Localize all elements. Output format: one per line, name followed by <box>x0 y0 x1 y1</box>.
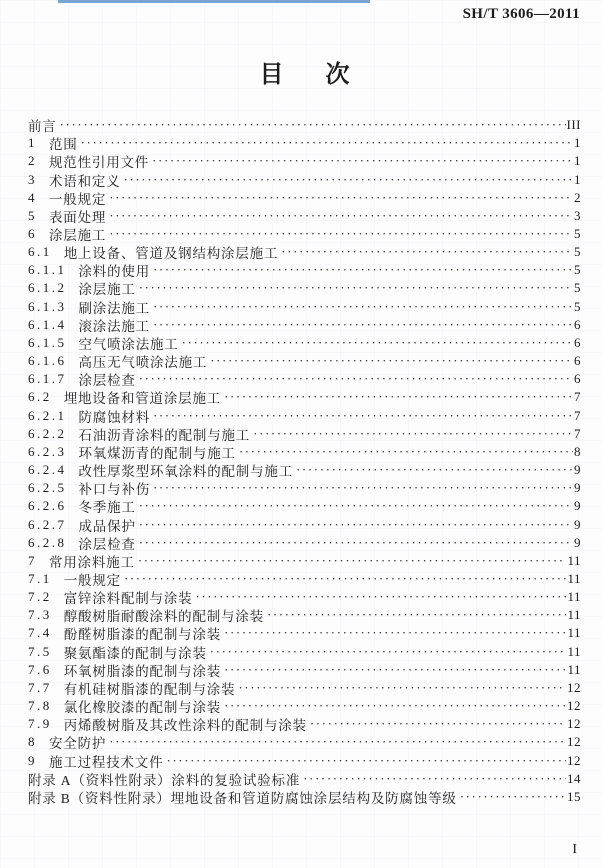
toc-entry-number: 9 <box>28 752 37 768</box>
toc-dot-leader <box>195 589 566 605</box>
toc-entry-label: 丙烯酸树脂及其改性涂料的配制与涂装 <box>63 718 307 734</box>
toc-entry-label: 石油沥青涂料的配制与施工 <box>78 427 251 443</box>
toc-entry-page: 5 <box>574 298 581 314</box>
toc-entry-label: 聚氨酯漆的配制与涂装 <box>63 645 207 661</box>
toc-entry <box>28 733 581 751</box>
page-title <box>28 54 581 89</box>
toc-dot-leader <box>253 426 573 442</box>
toc-entry <box>28 316 581 334</box>
toc-entry-number: 4 <box>28 189 37 205</box>
toc-entry <box>28 388 581 406</box>
toc-entry-label: 有机硅树脂漆的配制与涂装 <box>63 681 236 697</box>
toc-entry-page: 5 <box>574 244 581 260</box>
toc-entry-label: 附录 A（资料性附录）涂料的复验试验标准 <box>28 772 301 788</box>
toc-entry <box>28 352 581 370</box>
toc-entry-label: 氯化橡胶漆的配制与涂装 <box>63 700 222 716</box>
toc-entry-page: 11 <box>567 661 581 677</box>
toc-entry-label: 酚醛树脂漆的配制与涂装 <box>63 627 222 643</box>
toc-entry-label: 表面处理 <box>49 209 107 225</box>
doc-code: SH/T 3606—2011 <box>462 6 580 22</box>
toc-entry-number: 7.9 <box>28 716 52 732</box>
toc-entry-label: 涂层检查 <box>78 373 136 389</box>
toc-entry-page: 6 <box>574 353 581 369</box>
toc-entry-page: 7 <box>574 389 581 405</box>
toc-dot-leader <box>81 135 573 151</box>
toc-entry-page: 11 <box>567 607 581 623</box>
toc-entry <box>28 334 581 352</box>
toc-entry-number: 6.1.7 <box>28 371 67 387</box>
toc-entry-page: 9 <box>574 534 581 550</box>
toc-entry-number: 8 <box>28 734 37 750</box>
toc-entry-page: 6 <box>574 371 581 387</box>
toc-dot-leader <box>109 208 573 224</box>
toc-entry-label: 成品保护 <box>78 518 136 534</box>
toc-dot-leader <box>153 262 573 278</box>
toc-entry-label: 埋地设备和管道涂层施工 <box>63 391 222 407</box>
toc-entry-page: 12 <box>567 716 581 732</box>
toc-dot-leader <box>139 517 573 533</box>
toc-entry-number: 6.2 <box>28 389 52 405</box>
toc-dot-leader <box>124 172 574 188</box>
toc-entry-number: 6.1.6 <box>28 353 67 369</box>
toc-dot-leader <box>109 734 566 750</box>
toc-entry-number: 6.2.1 <box>28 407 67 423</box>
toc-entry <box>28 207 581 225</box>
toc-entry-number: 6.2.2 <box>28 425 67 441</box>
toc-entry-page: 7 <box>574 407 581 423</box>
toc-entry-number: 6.2.5 <box>28 480 67 496</box>
toc-entry-label: 补口与补伤 <box>78 482 150 498</box>
toc-entry-page: 1 <box>574 153 581 169</box>
toc-entry <box>28 116 581 134</box>
toc-entry <box>28 479 581 497</box>
toc-entry <box>28 788 581 806</box>
toc-entry-page: 3 <box>574 207 581 223</box>
toc-entry-page: 5 <box>574 262 581 278</box>
toc-dot-leader <box>60 117 566 133</box>
page-title-char-first: 目 <box>259 62 284 88</box>
toc-entry <box>28 697 581 715</box>
toc-entry-number: 6.2.6 <box>28 498 67 514</box>
toc-entry <box>28 461 581 479</box>
toc-entry-label: 常用涂料施工 <box>49 554 135 570</box>
toc-dot-leader <box>153 408 573 424</box>
toc-entry-number: 6.2.7 <box>28 516 67 532</box>
toc-dot-leader <box>153 317 573 333</box>
toc-entry-number: 7.2 <box>28 589 52 605</box>
toc-entry <box>28 370 581 388</box>
toc-dot-leader <box>139 498 573 514</box>
toc-entry-page: 15 <box>567 788 581 804</box>
toc-entry-page: 11 <box>567 552 581 568</box>
toc-entry-page: 1 <box>574 135 581 151</box>
toc-entry-page: 12 <box>567 698 581 714</box>
toc-entry-page: 12 <box>567 752 581 768</box>
toc-dot-leader <box>224 662 566 678</box>
toc-entry-label: 涂料的使用 <box>78 264 150 280</box>
toc-entry-label: 环氧树脂漆的配制与涂装 <box>63 663 222 679</box>
toc-entry-label: 空气喷涂法施工 <box>78 336 179 352</box>
toc-entry-page: 9 <box>574 516 581 532</box>
toc-entry <box>28 152 581 170</box>
toc-entry-number: 6 <box>28 226 37 242</box>
toc-entry-label: 范围 <box>49 137 78 153</box>
toc-entry-label: 一般规定 <box>49 191 107 207</box>
toc-entry-label: 规范性引用文件 <box>49 155 150 171</box>
toc-entry <box>28 534 581 552</box>
toc-entry-page: 2 <box>574 189 581 205</box>
toc-entry-label: 刷涂法施工 <box>78 300 150 316</box>
toc-dot-leader <box>224 389 573 405</box>
toc-dot-leader <box>460 789 566 805</box>
toc-dot-leader <box>224 698 566 714</box>
toc-entry <box>28 570 581 588</box>
toc-entry <box>28 515 581 533</box>
toc-entry-number: 2 <box>28 153 37 169</box>
toc-dot-leader <box>152 153 573 169</box>
toc-entry <box>28 770 581 788</box>
toc-entry-number: 7.6 <box>28 661 52 677</box>
toc-entry <box>28 261 581 279</box>
toc-entry-number: 7.3 <box>28 607 52 623</box>
toc-entry-label: 一般规定 <box>63 572 121 588</box>
toc-entry-number: 7 <box>28 552 37 568</box>
toc-entry-label: 前言 <box>28 119 57 135</box>
toc-entry <box>28 624 581 642</box>
toc-dot-leader <box>139 535 573 551</box>
toc-entry-number: 7.8 <box>28 698 52 714</box>
toc-dot-leader <box>153 299 573 315</box>
toc-entry-page: 11 <box>567 589 581 605</box>
toc-entry-page: 1 <box>574 171 581 187</box>
toc-entry-page: 11 <box>567 570 581 586</box>
toc-dot-leader <box>281 244 573 260</box>
toc-entry-label: 高压无气喷涂法施工 <box>78 355 208 371</box>
toc-dot-leader <box>138 553 567 569</box>
toc-entry-page: 6 <box>574 316 581 332</box>
toc-entry-page: III <box>566 117 581 133</box>
toc-dot-leader <box>296 462 573 478</box>
toc-dot-leader <box>310 716 566 732</box>
toc-entry-page: 9 <box>574 480 581 496</box>
toc-entry-number: 6.1.3 <box>28 298 67 314</box>
page-title-char-second: 次 <box>325 62 350 88</box>
toc-entry <box>28 298 581 316</box>
toc-entry-number: 7.1 <box>28 570 52 586</box>
toc-entry <box>28 407 581 425</box>
toc-entry-label: 术语和定义 <box>49 173 121 189</box>
toc-dot-leader <box>238 680 566 696</box>
toc-entry-page: 6 <box>574 334 581 350</box>
toc-entry-number: 6.1.2 <box>28 280 67 296</box>
toc-entry-page: 5 <box>574 280 581 296</box>
toc-entry-page: 8 <box>574 443 581 459</box>
toc-entry-number: 6.1 <box>28 244 52 260</box>
toc-entry <box>28 189 581 207</box>
toc-entry <box>28 243 581 261</box>
toc-entry <box>28 497 581 515</box>
toc-entry <box>28 552 581 570</box>
toc-entry-page: 12 <box>567 734 581 750</box>
toc-entry <box>28 679 581 697</box>
toc-entry-number: 7.5 <box>28 643 52 659</box>
toc-dot-leader <box>303 771 566 787</box>
toc-entry <box>28 751 581 769</box>
toc-entry-label: 环氧煤沥青的配制与施工 <box>78 445 236 461</box>
toc-entry <box>28 134 581 152</box>
toc-entry <box>28 170 581 188</box>
toc-entry-number: 6.2.3 <box>28 443 67 459</box>
toc-entry-label: 安全防护 <box>49 736 107 752</box>
toc-entry-label: 附录 B（资料性附录）埋地设备和管道防腐蚀涂层结构及防腐蚀等级 <box>28 790 457 806</box>
footer-page-number: I <box>572 842 577 857</box>
toc-entry-label: 防腐蚀材料 <box>78 409 150 425</box>
toc-entry-number: 6.1.4 <box>28 316 67 332</box>
toc-dot-leader <box>109 226 573 242</box>
toc-entry-page: 11 <box>567 643 581 659</box>
toc-entry-page: 14 <box>567 770 581 786</box>
scan-artifact-top-line <box>58 0 370 3</box>
toc-entry-number: 7.7 <box>28 679 52 695</box>
toc-entry-label: 醇酸树脂耐酸涂料的配制与涂装 <box>63 609 264 625</box>
toc-entry-number: 1 <box>28 135 37 151</box>
toc-dot-leader <box>109 190 573 206</box>
toc-entry-page: 11 <box>567 625 581 641</box>
toc-dot-leader <box>124 571 567 587</box>
toc-entry-label: 富锌涂料配制与涂装 <box>63 591 193 607</box>
toc-entry <box>28 606 581 624</box>
toc-dot-leader <box>239 444 573 460</box>
toc-entry <box>28 715 581 733</box>
toc-entry-number: 3 <box>28 171 37 187</box>
toc-entry-label: 涂层检查 <box>78 536 136 552</box>
toc-dot-leader <box>210 644 567 660</box>
toc-entry-page: 9 <box>574 498 581 514</box>
toc-dot-leader <box>139 280 573 296</box>
toc-entry-number: 6.2.4 <box>28 462 67 478</box>
toc-entry <box>28 425 581 443</box>
toc-entry-number: 6.1.5 <box>28 334 67 350</box>
toc-list <box>28 116 581 806</box>
toc-entry-page: 12 <box>567 679 581 695</box>
toc-entry-number: 5 <box>28 207 37 223</box>
toc-dot-leader <box>182 335 573 351</box>
toc-entry-label: 改性厚浆型环氧涂料的配制与施工 <box>78 464 293 480</box>
toc-entry-label: 施工过程技术文件 <box>49 754 164 770</box>
toc-entry <box>28 643 581 661</box>
toc-entry-label: 涂层施工 <box>78 282 136 298</box>
toc-dot-leader <box>267 607 567 623</box>
toc-entry-page: 9 <box>574 462 581 478</box>
toc-entry-label: 地上设备、管道及钢结构涂层施工 <box>63 246 279 262</box>
toc-entry <box>28 225 581 243</box>
toc-dot-leader <box>139 371 573 387</box>
toc-entry-label: 冬季施工 <box>78 500 136 516</box>
toc-entry-label: 涂层施工 <box>49 228 107 244</box>
toc-dot-leader <box>210 353 573 369</box>
toc-entry-page: 5 <box>574 226 581 242</box>
toc-entry-label: 滚涂法施工 <box>78 318 150 334</box>
toc-entry-number: 6.2.8 <box>28 534 67 550</box>
toc-entry <box>28 279 581 297</box>
toc-entry <box>28 661 581 679</box>
toc-dot-leader <box>224 625 566 641</box>
toc-entry <box>28 588 581 606</box>
toc-entry <box>28 443 581 461</box>
toc-entry-page: 7 <box>574 425 581 441</box>
toc-dot-leader <box>153 480 573 496</box>
toc-entry-number: 7.4 <box>28 625 52 641</box>
toc-dot-leader <box>166 753 566 769</box>
toc-entry-number: 6.1.1 <box>28 262 67 278</box>
